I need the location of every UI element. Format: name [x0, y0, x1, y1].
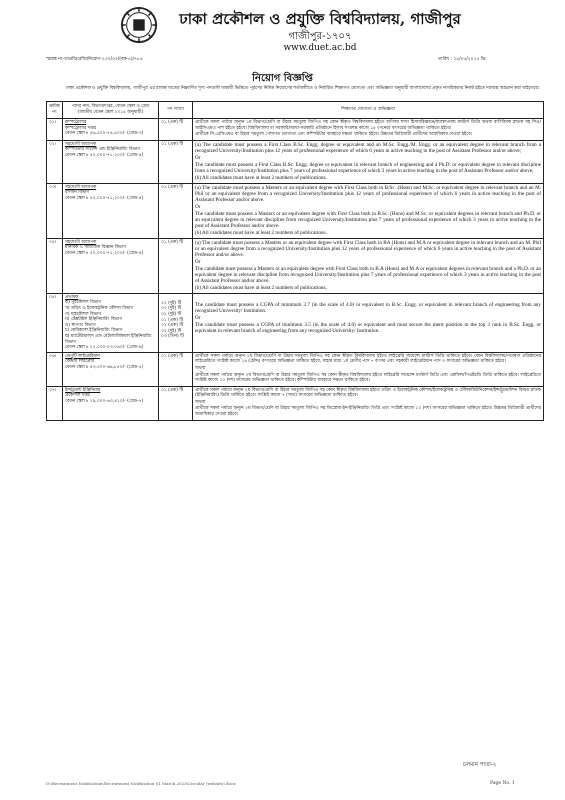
post-count: ০১ (এক) টি	[161, 317, 183, 323]
university-city: গাজীপুর-১৭০৭	[288, 31, 352, 42]
qualification-text: প্রার্থীকে সকল পর্যায়ে অন্যূন ২য় বিভাগ/শ্রেণি বা উহার সমতুল্য জিপিএ সহ কোন স্বীকৃত বিশ্ববিদ্যালয় হইতে তড়িৎ ও ইলেকট্রনিক কৌশল/ইলেকট্রনিক্স ও টেলিকমিউনিকেশন/ইন্সট্রুমেন্টেশন বিষয়ে স্নাতক (ইঞ্জিনিয়ারিং) ডিগ্রি থাকিতে হইবে। সংশ্লিষ্ট কাজে ৭ (সাত) বৎসরের অভিজ্ঞতা থাকিতে হইবে।	[195, 387, 541, 399]
post-department: ঘ) টেক্সটাইল ইঞ্জিনিয়ারিং বিভাগ	[65, 317, 122, 323]
qualification-text: The candidate must possess a Masters or an equivalent degree with First Class both in B.A (Hons) and M.A or equivalent degrees in relevant branch and a Ph.D. or an equivalent degree in relevant discipline from recognized University/Institution plus 7 years of professional experience of which 3 years in active teaching in the post of Assistant Professor and/or above.	[195, 265, 541, 284]
post-scale: বেতন স্কেল ৳ ২২,০০০-৫৩,০৬০/- (গ্রেড-৯)	[65, 345, 144, 351]
post-department: ছ) ম্যাটেরিয়াল্স এন্ড মেটালার্জিক্যাল ইঞ্জিনিয়ারিং বিভাগ	[65, 333, 152, 345]
post-scale: বেতন স্কেল ৳ ৫০,০০০-৭১,২০০/- (গ্রেড-৪)	[65, 152, 144, 158]
post-name: প্রভাষক	[65, 294, 79, 300]
post-cell	[63, 119, 159, 141]
table-row	[47, 386, 544, 420]
notice-date: তারিখ : ২৫/০৫/২০২৫ খ্রি:	[438, 57, 487, 62]
header-count: পদ সংখ্যা	[159, 102, 193, 119]
university-name: ঢাকা প্রকৌশল ও প্রযুক্তি বিশ্ববিদ্যালয়, গাজীপুর	[179, 10, 461, 28]
qualification-text: প্রার্থীকে সকল পর্যায়ে অন্যূন ১ম বিভাগ/শ্রেণি বা উহার সমতুল্য জিপিএ সহ কোন স্বীকৃত বিশ্ববিদ্যালয় হইতে বাণিজ্য শাখা হিসাববিজ্ঞানে/ব্যবস্থাপনায় মাস্টার্স ডিগ্রি অথবা বাণিজ্যিক স্নাতক সহ সিএ/আইসিএমএ পাশ হইতে হইবে। বিশ্ববিদ্যালয় বা সরকারি/আধা-সরকারি প্রতিষ্ঠানে হিসাব সংক্রান্ত কাজে ১৫ (পনের) বৎসরের অভিজ্ঞতা থাকিতে হইবে।	[195, 120, 541, 131]
table-row	[47, 140, 544, 183]
university-website[interactable]: www.duet.ac.bd	[283, 43, 357, 53]
post-count: ০২ (দুই) টি	[161, 311, 182, 317]
qualification-cell	[193, 238, 544, 293]
intro-paragraph: ঢাকা প্রকৌশল ও প্রযুক্তি বিশ্ববিদ্যালয়, গাজীপুর এর রাজস্ব খাতের নিম্নবর্ণিত শূণ্য পদগুলি অস্থায়ী ভিত্তিতে পূরণের নিমিত্ত নিয়োগের শর্তাবলীতে ও নির্ধারিত শিক্ষাগত যোগ্যতা এবং অভিজ্ঞতা অনুযায়ী বাংলাদেশের প্রকৃত নাগরিকদের নিকট হইতে দরখাস্ত আহ্বান করা যাইতেছে।	[66, 86, 540, 91]
post-count: ০২ (দুই) টি	[161, 328, 182, 334]
post-department: রসায়ন বিভাগ	[65, 190, 90, 196]
page-number: Page No. 1	[490, 781, 515, 786]
post-name: সহযোগী অধ্যাপক	[65, 184, 97, 190]
post-name: সহযোগী অধ্যাপক	[65, 141, 97, 147]
qualification-text: The candidate must possess a CGPA of minimum 3.7 (in the scale of 4.0) or equivalent in B.Sc. Engg. or equivalent in relevant branch of engineering from any recognized University/ Institution.	[195, 301, 541, 314]
qualification-text: প্রার্থীকে সকল পর্যায়ে অন্যূন ২য় বিভাগ/শ্রেণি বা উহার সমতুল্য জিপিএ সহ কোন স্বীকৃত বিশ্ববিদ্যালয় হইতে লাইব্রেরি সায়েন্সে মাস্টার্স ডিগ্রি এবং এমফিল/পিএইচডি ডিগ্রি থাকিতে হইবে। লাইব্রেরিতে সংশ্লিষ্ট কাজে ১০ (দশ) বৎসরের অভিজ্ঞতা থাকিতে হইবে। কম্পিউটার ব্যবহারে দক্ষতা থাকিতে হইবে।	[195, 372, 541, 384]
qualification-text: প্রার্থীকে সকল পর্যায়ে অন্যূন ২য় বিভাগ/শ্রেণি বা উহার সমতুল্য জিপিএ সহ ডিপ্লোমা-ইন-ইঞ্জিনিয়ারিং ডিগ্রি এবং সংশ্লিষ্ট কাজে ১০ (দশ) বৎসরের অভিজ্ঞতা থাকিতে হইবে। উচ্চতর ডিগ্রিধারী প্রার্থীদের অগ্রাধিকার দেওয়া হইবে।	[195, 406, 541, 418]
post-name: ডেপুটি লাইব্রেরিয়ান	[65, 353, 100, 359]
or-separator: অথবা	[195, 399, 206, 405]
post-name: ইন্সট্রুমেন্ট ইঞ্জিনিয়ার	[65, 387, 101, 393]
qualification-text: (a) The candidate must possess a Masters or an equivalent degree with First Class both in BA (Hons) and M.A or equivalent degree in relevant branch and an M. Phil or an equivalent degree from a recognized University/Institution plus 12 years of professional experience of which 6 years in active teaching in the post of Assistant Professor and/or above.	[195, 239, 541, 258]
post-department: ঙ) স্থাপত্য বিভাগ	[65, 322, 96, 328]
qualification-text: (a) The candidate must possess a Masters or an equivalent degree with First Class both in B/Sc. (Hons) and M.Sc. or equivalent degree in relevant branch and an M. Phil or an equivalent degree from a recognized University/Institution plus 12 years of professional experience of which 6 years in active teaching in the post of Assistant Professor and/or above.	[195, 184, 541, 203]
or-separator: Or	[195, 154, 201, 161]
table-row	[47, 238, 544, 293]
post-cell	[63, 183, 159, 238]
post-department: প্রকৌশল দপ্তর	[65, 393, 90, 399]
post-scale: বেতন স্কেল ৳ ৪৩,০০০-৬৯,৮৫০/- (গ্রেড-৫)	[65, 364, 144, 370]
publication-note: (b) All candidates must have at least 2 numbers of publications.	[195, 229, 327, 236]
post-cell	[63, 140, 159, 183]
jobs-table	[46, 101, 544, 421]
post-scale: বেতন স্কেল ৳ ৫৬,৫০০-৭৪,৪০০/- (গ্রেড-৩)	[65, 131, 144, 137]
row-serial: ০৪।	[47, 238, 63, 293]
continued-page-note: চলমান পাতা-২	[463, 762, 497, 768]
or-separator: Or	[195, 258, 201, 265]
post-count: ০১ (এক) টি	[159, 238, 193, 293]
row-serial: ০৩।	[47, 183, 63, 238]
publication-note: (b) All candidates must have at least 2 numbers of publications.	[195, 174, 327, 181]
post-count: ০১ (এক) টি	[159, 183, 193, 238]
memo-number: স্মারক নং-ডাপ্রবি/রেজি/নিয়োগ-২৩৭/০৫/(বক-৫)/৭৮৫	[46, 57, 143, 62]
table-row	[47, 293, 544, 352]
qualification-text: (a) The candidate must possess a First Class B.Sc. Engg. degree or equivalent and an M.Sc. Engg./M. Engg. or an equivalent degree in relevant branch from a recognized University/Institution plus 12 years of professional experience of which 6 years in active teaching in the post of Assistant Professor and/or above;	[195, 141, 541, 154]
qualification-text: প্রার্থীকে সকল পর্যায়ে অন্যূন ২য় বিভাগ/শ্রেণি বা উহার সমতুল্য জিপিএ সহ কোন স্বীকৃত বিশ্ববিদ্যালয় হইতে লাইব্রেরি সায়েন্সে মাস্টার্স ডিগ্রি থাকিতে হইবে। কোন বিশ্ববিদ্যালয়/গবেষণা প্রতিষ্ঠানের লাইব্রেরিতে সংশ্লিষ্ট কাজে ১৪ (চৌদ্দ) বৎসরের অভিজ্ঞতা থাকিতে হইবে, যাহার মধ্যে ১ম শ্রেণীর পদে ৭ বৎসর এবং সহকারী লাইব্রেরিয়ান পদে ৩ বৎসরের অভিজ্ঞতা থাকিতে হইবে।	[195, 353, 541, 365]
post-scale: বেতন স্কেল ৳ ২৯,০০০-৬৩,৪১০/- (গ্রেড-৭)	[65, 398, 144, 404]
header-qualification: শিক্ষাগত যোগ্যতা ও অভিজ্ঞতা	[193, 102, 544, 119]
post-department: চ) কেমিক্যাল ইঞ্জিনিয়ারিং বিভাগ	[65, 328, 123, 334]
post-department: কেন্দ্রীয় লাইব্রেরি	[65, 359, 95, 365]
qualification-cell	[193, 183, 544, 238]
post-count: ০১ (এক) টি	[159, 386, 193, 420]
row-serial: ০৬।	[47, 352, 63, 386]
header-serial: ক্রমিক নং	[47, 102, 63, 119]
post-name: কম্পট্রোলার	[65, 120, 87, 125]
post-department: খ) তড়িৎ ও ইলেকট্রনিক কৌশল বিভাগ	[65, 305, 134, 311]
post-department: কম্পিউটার সায়েন্স এন্ড ইঞ্জিনিয়ারিং বিভাগ	[65, 147, 141, 153]
table-row	[47, 183, 544, 238]
post-count: ০১ (এক) টি	[159, 140, 193, 183]
post-count-list	[159, 293, 193, 352]
qualification-text: The candidate must possess a Masters or an equivalent degree with First Class both in B.Sc. (Hons) and M.Sc. or equivalent degrees in relevant branch and Ph.D. or an equivalent degree in relevant discipline from recognized University/Institution plus 7 years of professional experience of which 3 years in active teaching in the post of Assistant Professor and/or above.	[195, 210, 541, 229]
row-serial: ০৭।	[47, 386, 63, 420]
or-separator: Or	[195, 203, 201, 210]
post-count: ০১ (এক) টি	[159, 119, 193, 141]
post-department: কম্পট্রোলার দপ্তর	[65, 125, 96, 131]
post-cell	[63, 238, 159, 293]
row-serial: ০১।	[47, 119, 63, 141]
post-count: ০২ (দুই) টি	[161, 306, 182, 312]
notice-title: নিয়োগ বিজ্ঞপ্তি	[252, 73, 313, 84]
post-cell	[63, 293, 159, 352]
qualification-cell	[193, 352, 544, 386]
table-row	[47, 119, 544, 141]
qualification-cell	[193, 293, 544, 352]
header-post: পদের নাম, বিভাগ/দপ্তর, বেতন স্কেল ও গ্রেড (জাতীয় বেতন স্কেল ২০১৫ অনুযায়ী)	[63, 102, 159, 119]
or-separator: অথবা	[195, 365, 206, 371]
post-scale: বেতন স্কেল ৳ ৫০,০০০-৭১,২০০/- (গ্রেড-৪)	[65, 250, 144, 256]
post-cell	[63, 352, 159, 386]
row-serial: ০৫।	[47, 293, 63, 352]
post-name: সহযোগী অধ্যাপক	[65, 239, 97, 245]
qualification-text: প্রার্থীকে সি.এ/সিএমএ বা উহার সমতুল্য পেশাগত যোগ্যতা এবং কম্পিউটার ব্যবহারে দক্ষতা থাকিতে হইবে। উচ্চতর ডিগ্রিধারী প্রার্থীদের অগ্রাধিকার দেওয়া হইবে।	[195, 132, 473, 138]
qualification-cell	[193, 140, 544, 183]
qualification-cell	[193, 119, 544, 141]
qualification-text: The candidate must possess a CGPA of minimum 3.5 (in the scale of 4.0) or equivalent and must secure the merit position in the top 3 rank in B.Sc. Engg. or equivalent in relevant branch of engineering from any recognized University/ Institution.	[195, 321, 541, 334]
post-scale: বেতন স্কেল ৳ ৫০,০০০-৭১,২০০/- (গ্রেড-৪)	[65, 195, 144, 201]
or-separator: Or	[195, 314, 201, 321]
post-department: ক) পুরকৌশল বিভাগ	[65, 300, 102, 306]
qualification-text: The candidate must possess a First Class B.Sc. Engg. degree or equivalent in relevant branch of engineering and a Ph.D. or equivalent degree in relevant discipline from a recognized University/Institution plus 7 years of professional experience of which 3 years in active teaching in the post of Assistant Professor and/or above;	[195, 161, 541, 174]
post-count: ০১ (এক) টি	[161, 323, 183, 329]
row-serial: ০২।	[47, 140, 63, 183]
post-count: ০৩ (তিন) টি	[161, 334, 184, 340]
publication-note: (b) All candidates must have at least 2 numbers of publications.	[195, 284, 327, 291]
table-header-row	[47, 102, 544, 119]
post-count: ০১ (এক) টি	[159, 352, 193, 386]
qualification-cell	[193, 386, 544, 420]
table-row	[47, 352, 544, 386]
post-cell	[63, 386, 159, 420]
post-count: ০২ (দুই) টি	[161, 300, 182, 306]
post-department: গ) যন্ত্রকৌশল বিভাগ	[65, 311, 102, 317]
footer-file-path: D:\Recruitment Notification\Recruitment Notification 01 March 2025\Circular (website).docx	[46, 781, 236, 786]
post-department: মানবিক ও সামাজিক বিজ্ঞান বিভাগ	[65, 245, 126, 251]
